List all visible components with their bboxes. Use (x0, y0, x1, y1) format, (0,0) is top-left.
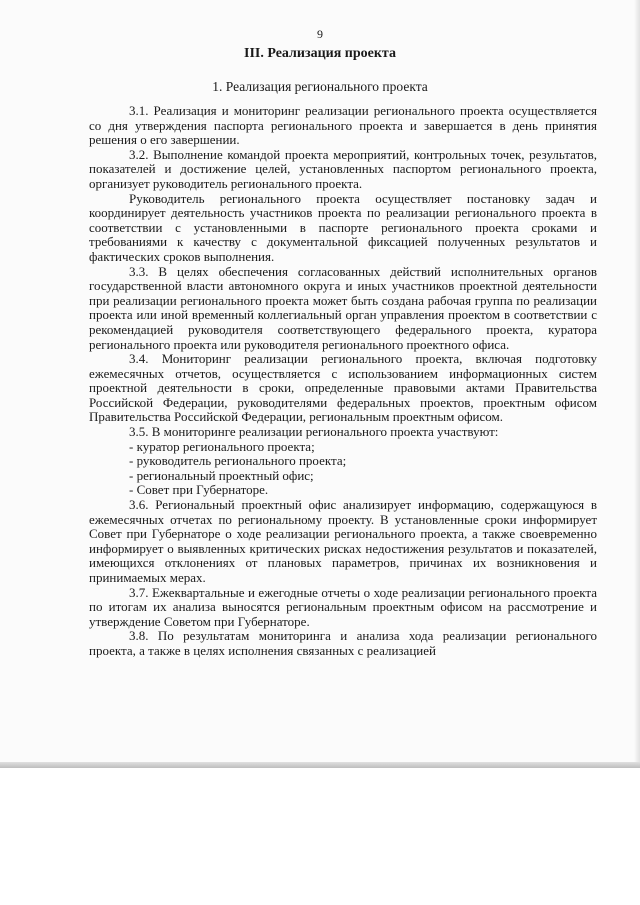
paragraph-3-3: 3.3. В целях обеспечения согласованных действий исполнительных органов государственной власти автономного округа и иных участников проектной деятельности при реализации регионального проекта может быть создана рабочая группа по реализации проекта или иной временный коллегиальный орган управления проектом в соответствии с рекомендацией руководителя соответствующего федерального проекта, куратора регионального проекта или руководителя регионального проектного офиса. (89, 263, 597, 352)
page-number: 9 (317, 27, 323, 41)
list-item: - региональный проектный офис; (129, 467, 314, 483)
paragraph-3-6: 3.6. Региональный проектный офис анализирует информацию, содержащуюся в ежемесячных отчетах по региональному проекту. В установленные сроки информирует Совет при Губернаторе о ходе реализации регионального проекта, а также своевременно информирует о выявленных критических рисках недостижения результатов и показателей, имеющихся отклонениях от плановых параметров, причинах их возникновения и принимаемых мерах. (89, 497, 597, 585)
list-item: - куратор регионального проекта; (129, 438, 315, 454)
paragraph-3-7: 3.7. Ежеквартальные и ежегодные отчеты о ходе реализации регионального проекта по итогам их анализа выносятся региональным проектным офисом на рассмотрение и утверждение Советом при Губернаторе. (89, 584, 597, 629)
paragraph-3-1: 3.1. Реализация и мониторинг реализации регионального проекта осуществляется со дня утверждения паспорта регионального проекта и завершается в день принятия решения о его завершении. (89, 103, 597, 148)
list-item: - Совет при Губернаторе. (129, 482, 269, 498)
paragraph-3-4: 3.4. Мониторинг реализации регионального проекта, включая подготовку ежемесячных отчетов, осуществляется с использованием информационных систем проектной деятельности в сроки, определенные правовыми актами Правительства Российской Федерации, руководителями федеральных проектов, проектным офисом Правительства Российской Федерации, региональным проектным офисом. (89, 351, 597, 425)
subsection-title: 1. Реализация регионального проекта (212, 79, 428, 94)
paragraph-project-lead: Руководитель регионального проекта осуществляет постановку задач и координирует деятельность участников проекта по реализации регионального проекта в соответствии с установленными в паспорте регионального проекта сроками и требованиями к качеству с документальной фиксацией полученных результатов и фактических сроков выполнения. (89, 190, 597, 264)
page-edge-shadow (634, 0, 640, 768)
document-body (89, 104, 597, 659)
list-item: - руководитель регионального проекта; (129, 453, 347, 469)
paragraph-3-5: 3.5. В мониторинге реализации регионального проекта участвуют: (129, 424, 499, 440)
section-title: III. Реализация проекта (244, 46, 396, 61)
paragraph-3-8: 3.8. По результатам мониторинга и анализа хода реализации регионального проекта, а также в целях исполнения связанных с реализацией (89, 628, 597, 658)
paragraph-3-2: 3.2. Выполнение командой проекта мероприятий, контрольных точек, результатов, показателей и достижение целей, установленных паспортом регионального проекта, организует руководитель регионального проекта. (89, 146, 597, 191)
